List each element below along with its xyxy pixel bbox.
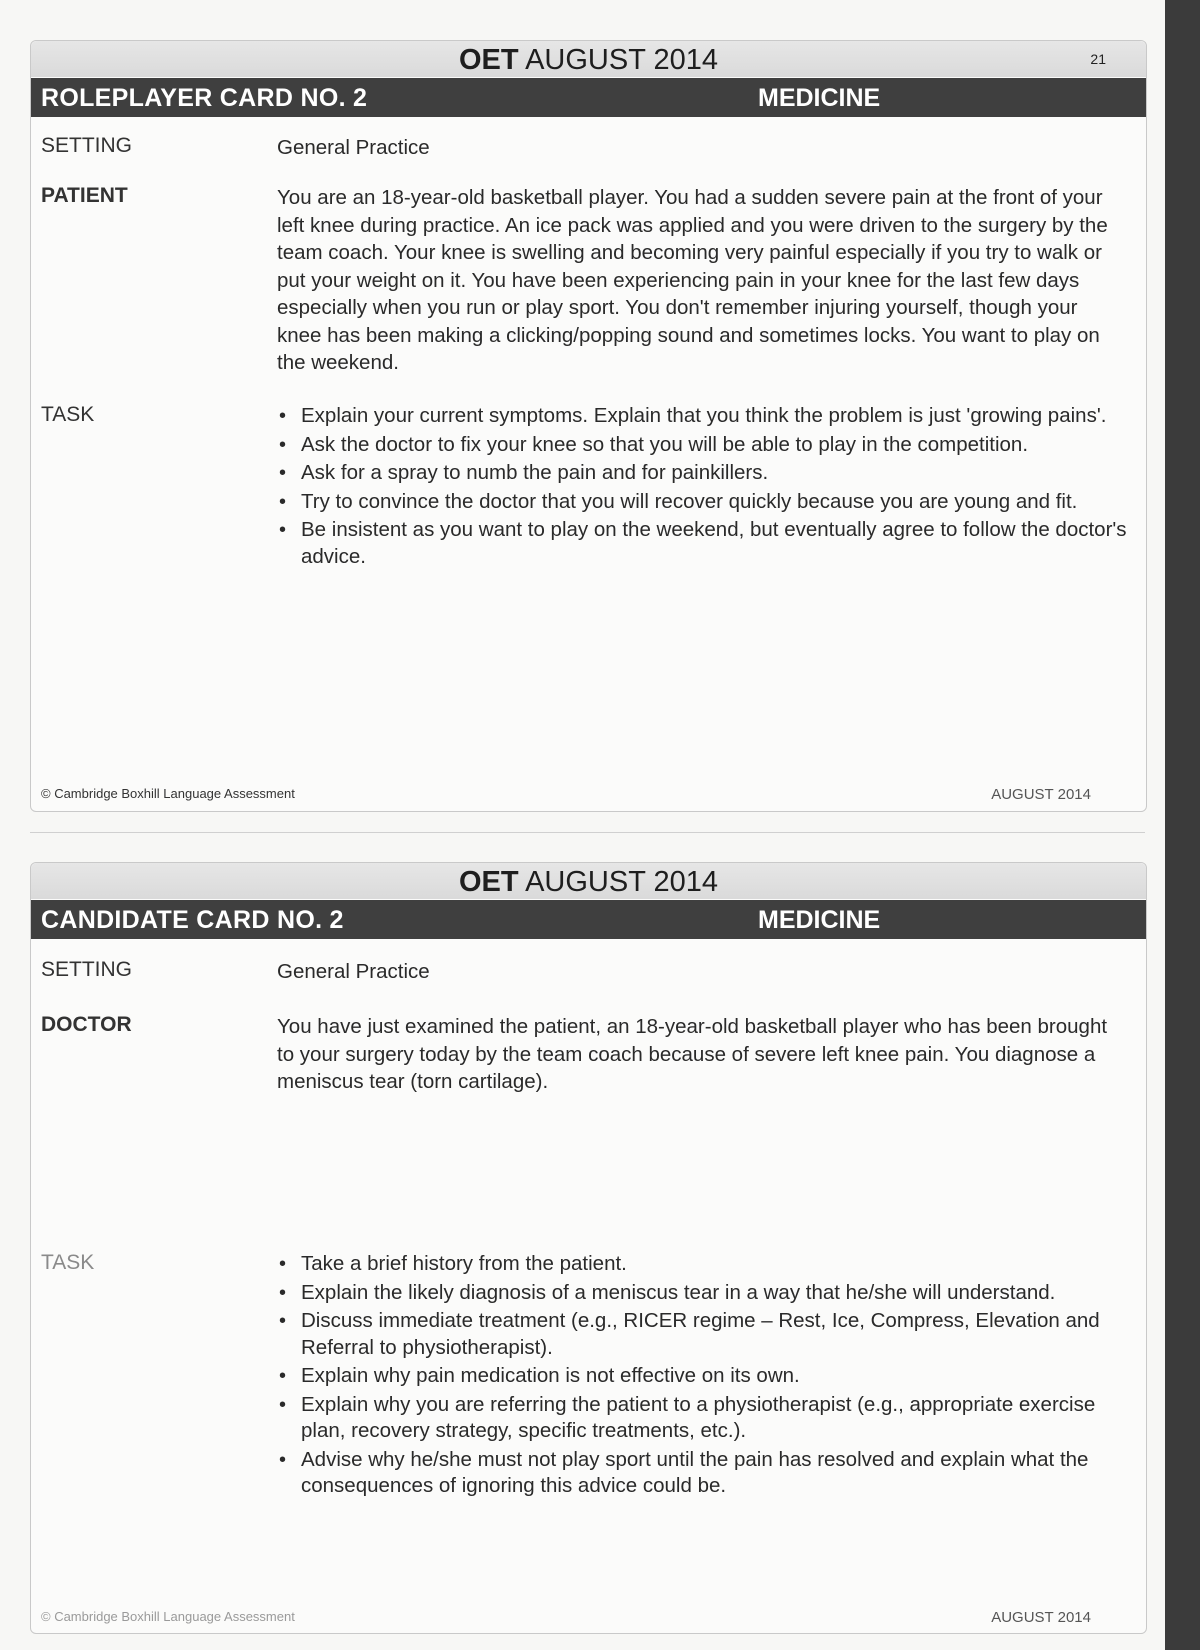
exam-title-rest: AUGUST 2014 bbox=[518, 866, 718, 898]
task-item: • Explain your current symptoms. Explain that you think the problem is just 'growing pains'. bbox=[277, 403, 1127, 430]
task-list bbox=[277, 1251, 1127, 1500]
task-item: • Try to convince the doctor that you will recover quickly because you are young and fit. bbox=[277, 489, 1127, 516]
task-item: • Ask the doctor to fix your knee so that you will be able to play in the competition. bbox=[277, 432, 1127, 459]
doctor-label: DOCTOR bbox=[41, 1013, 132, 1036]
exam-title-bold: OET bbox=[459, 44, 519, 76]
setting-value: General Practice bbox=[277, 960, 430, 983]
task-item: • Ask for a spray to numb the pain and for painkillers. bbox=[277, 460, 1127, 487]
exam-title-bold: OET bbox=[459, 866, 519, 898]
task-item: • Explain why you are referring the patient to a physiotherapist (e.g., appropriate exercise plan, recovery strategy, specific treatments, etc.). bbox=[277, 1392, 1127, 1445]
card-header-bar bbox=[31, 78, 1146, 117]
copyright-footer: © Cambridge Boxhill Language Assessment bbox=[41, 786, 295, 801]
setting-value: General Practice bbox=[277, 136, 430, 159]
doctor-description: You have just examined the patient, an 18-year-old basketball player who has been brought to your surgery today by the team coach because of severe left knee pain. You diagnose a meniscus tear (torn cartilage). bbox=[277, 1015, 1108, 1093]
task-item: • Explain why pain medication is not effective on its own. bbox=[277, 1363, 1127, 1390]
roleplayer-card bbox=[30, 40, 1147, 812]
patient-label: PATIENT bbox=[41, 184, 128, 207]
setting-label: SETTING bbox=[41, 958, 133, 981]
task-item: • Be insistent as you want to play on the weekend, but eventually agree to follow the doctor's advice. bbox=[277, 517, 1127, 570]
card-header-bar bbox=[31, 900, 1146, 939]
card-title: CANDIDATE CARD NO. 2 bbox=[41, 906, 344, 934]
task-list-container bbox=[277, 403, 1127, 572]
footer-date: AUGUST 2014 bbox=[991, 786, 1091, 803]
footer-date: AUGUST 2014 bbox=[991, 1609, 1091, 1626]
profession-label: MEDICINE bbox=[758, 84, 881, 112]
exam-title bbox=[31, 41, 1146, 77]
candidate-card bbox=[30, 862, 1147, 1634]
task-item: • Explain the likely diagnosis of a meniscus tear in a way that he/she will understand. bbox=[277, 1280, 1127, 1307]
card-title: ROLEPLAYER CARD NO. 2 bbox=[41, 84, 368, 112]
task-item: • Discuss immediate treatment (e.g., RICER regime – Rest, Ice, Compress, Elevation and Referral to physiotherapist). bbox=[277, 1308, 1127, 1361]
task-label: TASK bbox=[41, 1251, 95, 1274]
setting-label: SETTING bbox=[41, 134, 133, 157]
exam-title bbox=[31, 863, 1146, 899]
page-number: 21 bbox=[1090, 51, 1106, 67]
task-list bbox=[277, 403, 1127, 570]
profession-label: MEDICINE bbox=[758, 906, 881, 934]
task-list-container bbox=[277, 1251, 1127, 1502]
copyright-footer: © Cambridge Boxhill Language Assessment bbox=[41, 1609, 295, 1624]
patient-description: You are an 18-year-old basketball player. You had a sudden severe pain at the front of your left knee during practice. An ice pack was applied and you were driven to the surgery by the team coach. Your knee is swelling and becoming very painful especially if you try to walk or put your weight on it. You have been experiencing pain in your knee for the last few days especially when you run or play sport. You don't remember injuring yourself, though your knee has been making a clicking/popping sound and sometimes locks. You want to play on the weekend. bbox=[277, 186, 1108, 374]
task-label: TASK bbox=[41, 403, 95, 426]
task-item: • Take a brief history from the patient. bbox=[277, 1251, 1127, 1278]
exam-title-rest: AUGUST 2014 bbox=[518, 44, 718, 76]
task-item: • Advise why he/she must not play sport until the pain has resolved and explain what the consequences of ignoring this advice could be. bbox=[277, 1447, 1127, 1500]
card-separator bbox=[30, 832, 1145, 833]
